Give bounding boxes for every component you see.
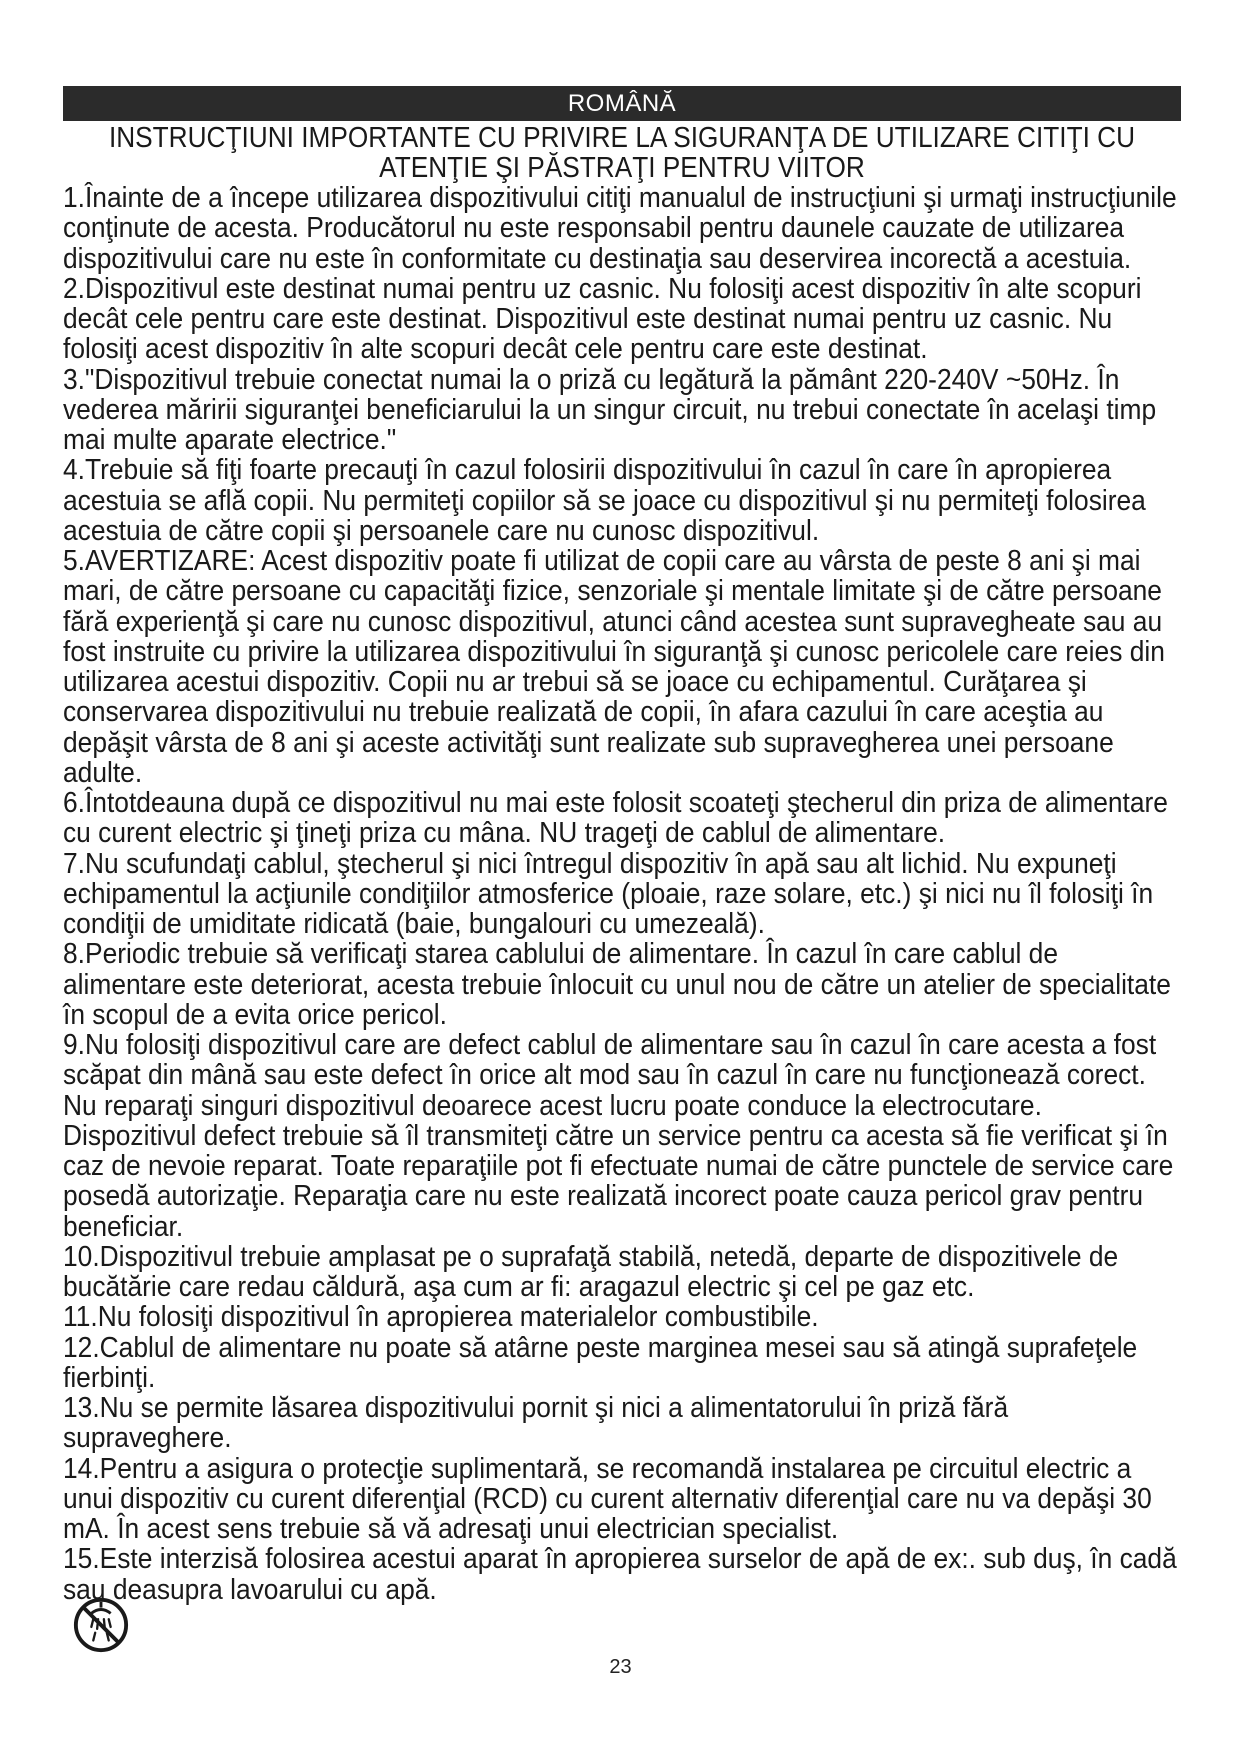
instruction-item-15: 15.Este interzisă folosirea acestui aparat în apropierea surselor de apă de ex:. sub duş, în cadă sau deasupra lavoarului cu apă. — [63, 1543, 1177, 1606]
instruction-item-10: 10.Dispozitivul trebuie amplasat pe o suprafaţă stabilă, netedă, departe de dispozitivele de bucătărie care redau căldură, aşa cum ar fi: aragazul electric şi cel pe gaz etc. — [63, 1240, 1119, 1303]
no-shower-icon — [72, 1596, 130, 1654]
instruction-item-6: 6.Întotdeauna după ce dispozitivul nu mai este folosit scoateţi ştecherul din priza de alimentare cu curent electric şi ţineţi priza cu mâna. NU trageţi de cablul de alimentare. — [63, 787, 1168, 850]
instruction-item-1: 1.Înainte de a începe utilizarea dispozitivului citiţi manualul de instrucţiuni şi urmaţi instrucţiunile conţinute de acesta. Producătorul nu este responsabil pentru daunele cauzate de utilizarea dispozitivului care nu este în conformitate cu destinaţia sau deservirea incorectă a acestuia. — [63, 182, 1177, 275]
manual-page — [63, 86, 1181, 1605]
instruction-item-14: 14.Pentru a asigura o protecţie suplimentară, se recomandă instalarea pe circuitul electric a unui dispozitiv cu curent diferenţial (RCD) cu curent alternativ diferenţial care nu va depăşi 30 mA. În acest sens trebuie să vă adresaţi unui electrician specialist. — [63, 1452, 1152, 1545]
instructions-body — [63, 183, 1182, 1605]
instruction-item-2: 2.Dispozitivul este destinat numai pentru uz casnic. Nu folosiţi acest dispozitiv în alte scopuri decât cele pentru care este destinat. Dispozitivul este destinat numai pentru uz casnic. Nu folosiţi acest dispozitiv în alte scopuri decât cele pentru care este destinat. — [63, 272, 1142, 366]
instruction-item-12: 12.Cablul de alimentare nu poate să atârne peste marginea mesei sau să atingă suprafeţele fierbinţi. — [63, 1331, 1138, 1394]
instruction-item-7: 7.Nu scufundaţi cablul, ştecherul şi nici întregul dispozitiv în apă sau alt lichid. Nu expuneţi echipamentul la acţiunile condiţiilor atmosferice (ploaie, raze solare, etc.) şi nici nu îl folosiţi în condiţii de umiditate ridicată (baie, bungalouri cu umezeală). — [63, 847, 1154, 940]
instruction-item-5: 5.AVERTIZARE: Acest dispozitiv poate fi utilizat de copii care au vârsta de peste 8 ani şi mai mari, de către persoane cu capacităţi fizice, senzoriale şi mentale limitate şi de către persoane fără experienţă şi care nu cunosc dispozitivul, atunci când acestea sunt supravegheate sau au fost instruite cu privire la utilizarea dispozitivului în siguranţă şi cunosc pericolele care reies din utilizarea acestui dispozitiv. Copii nu ar trebui să se joace cu echipamentul. Curăţarea şi conservarea dispozitivului nu trebuie realizată de copii, în afara cazului în care aceştia au depăşit vârsta de 8 ani şi aceste activităţi sunt realizate sub supravegherea unei persoane adulte. — [63, 545, 1165, 789]
instruction-item-4: 4.Trebuie să fiţi foarte precauţi în cazul folosirii dispozitivului în cazul în care în apropierea acestuia se află copii. Nu permiteţi copiilor să se joace cu dispozitivul şi nu permiteţi folosirea acestuia de către copii şi persoanele care nu cunosc dispozitivul. — [63, 454, 1146, 547]
language-header-bar — [63, 86, 1181, 121]
page-number: 23 — [609, 1656, 632, 1678]
instruction-item-9: 9.Nu folosiţi dispozitivul care are defect cablul de alimentare sau în cazul în care acesta a fost scăpat din mână sau este defect în orice alt mod sau în cazul în care nu funcţionează corect. Nu reparaţi singuri dispozitivul deoarece acest lucru poate conduce la electrocutare. Dispozitivul defect trebuie să îl transmiteţi către un service pentru ca acesta să fie verificat şi în caz de nevoie reparat. Toate reparaţiile pot fi efectuate numai de către punctele de service care posedă autorizaţie. Reparaţia care nu este realizată incorect poate cauza pericol grav pentru beneficiar. — [63, 1029, 1174, 1243]
instruction-item-11: 11.Nu folosiţi dispozitivul în apropierea materialelor combustibile. — [63, 1301, 819, 1334]
safety-title: INSTRUCŢIUNI IMPORTANTE CU PRIVIRE LA SIGURANŢA DE UTILIZARE CITIŢI CU ATENŢIE ŞI PĂSTRAŢI PENTRU VIITOR — [108, 122, 1136, 184]
instruction-item-8: 8.Periodic trebuie să verificaţi starea cablului de alimentare. În cazul în care cablul de alimentare este deteriorat, acesta trebuie înlocuit cu unul nou de către un atelier de specialitate în scopul de a evita orice pericol. — [63, 938, 1171, 1031]
instruction-item-13: 13.Nu se permite lăsarea dispozitivului pornit şi nici a alimentatorului în priză fără supraveghere. — [63, 1392, 1009, 1455]
instruction-item-3: 3."Dispozitivul trebuie conectat numai la o priză cu legătură la pământ 220-240V ~50Hz. În vederea măririi siguranţei beneficiarului la un singur circuit, nu trebui conectate în acelaşi timp mai multe aparate electrice." — [63, 363, 1157, 456]
language-label: ROMÂNĂ — [567, 90, 677, 117]
